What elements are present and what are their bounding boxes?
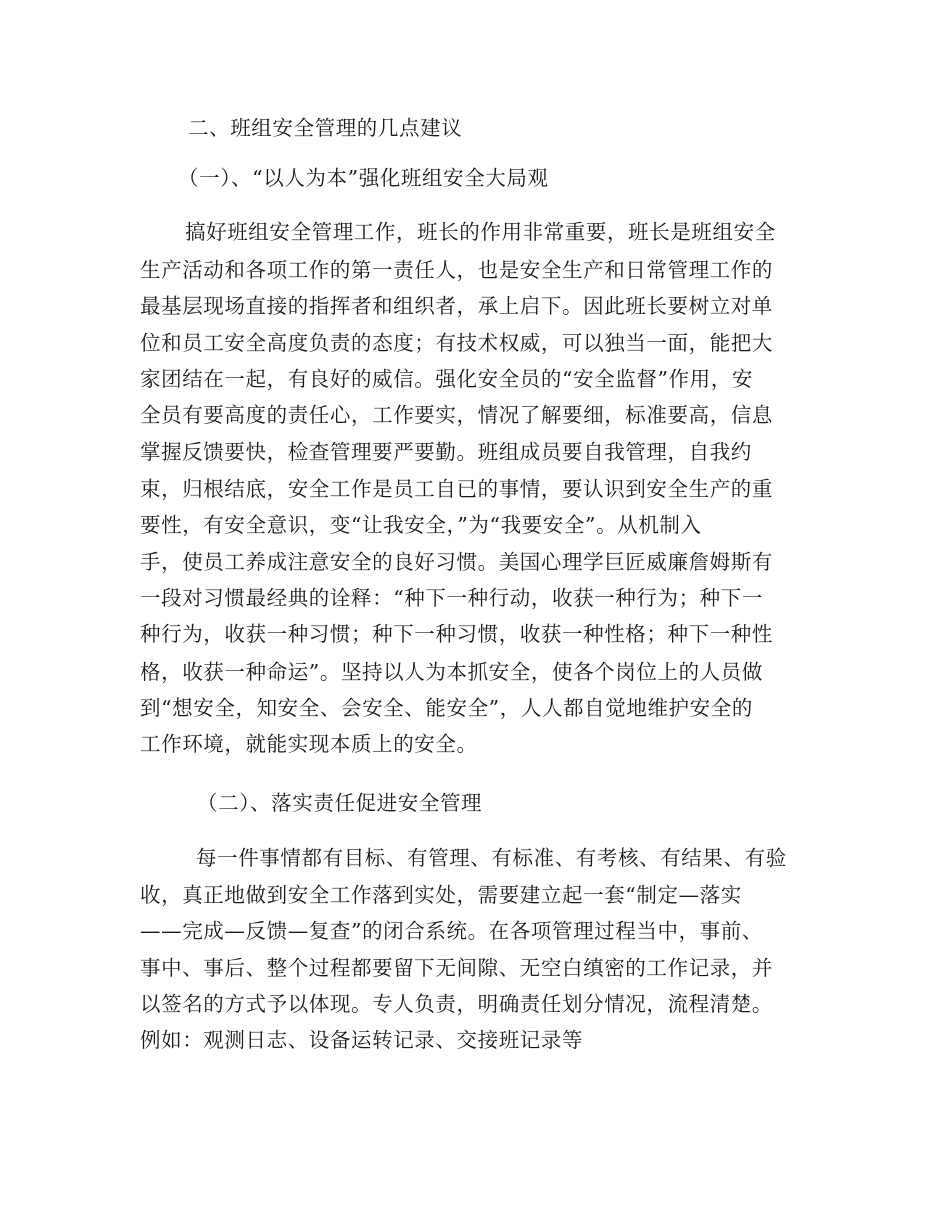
paragraph-line: 位和员工安全高度负责的态度；有技术权威，可以独当一面，能把大 <box>140 331 773 355</box>
paragraph-line: 手，使员工养成注意安全的良好习惯。美国心理学巨匠威廉詹姆斯有 <box>140 550 773 574</box>
paragraph-line: 束，归根结底，安全工作是员工自已的事情，要认识到安全生产的重 <box>140 477 773 501</box>
paragraph-line: 格，收获一种命运”。坚持以人为本抓安全，使各个岗位上的人员做 <box>140 660 763 684</box>
paragraph-line: 生产活动和各项工作的第一责任人，也是安全生产和日常管理工作的 <box>140 258 773 282</box>
paragraph-line: 一段对习惯最经典的诠释：“种下一种行动，收获一种行为；种下一 <box>140 586 763 610</box>
paragraph-line: 全员有要高度的责任心，工作要实，情况了解要细，标准要高，信息 <box>140 403 773 427</box>
paragraph-line: 家团结在一起，有良好的威信。强化安全员的“安全监督”作用，安 <box>140 367 753 391</box>
subsection-heading-2: （二）、落实责任促进安全管理 <box>197 791 483 815</box>
paragraph-line: 种行为，收获一种习惯；种下一种习惯，收获一种性格；种下一种性 <box>140 622 773 646</box>
paragraph-line: 例如：观测日志、设备运转记录、交接班记录等 <box>140 1028 584 1052</box>
section-heading: 二、班组安全管理的几点建议 <box>188 116 463 140</box>
paragraph-line: 以签名的方式予以体现。专人负责，明确责任划分情况，流程清楚。 <box>140 992 773 1016</box>
paragraph-line: 到“想安全，知安全、会安全、能安全”，人人都自觉地维护安全的 <box>140 696 753 720</box>
paragraph-line: 每一件事情都有目标、有管理、有标准、有考核、有结果、有验 <box>196 846 787 870</box>
paragraph-line: 搞好班组安全管理工作，班长的作用非常重要，班长是班组安全 <box>185 220 776 244</box>
paragraph-line: 收，真正地做到安全工作落到实处，需要建立起一套“制定—落实 <box>140 883 742 907</box>
paragraph-line: 最基层现场直接的指挥者和组织者，承上启下。因此班长要树立对单 <box>140 294 773 318</box>
paragraph-line: ——完成—反馈—复查”的闭合系统。在各项管理过程当中，事前、 <box>140 919 763 943</box>
paragraph-line: 掌握反馈要快，检查管理要严要勤。班组成员要自我管理，自我约 <box>140 440 752 464</box>
paragraph-line: 要性，有安全意识，变“让我安全，”为“我要安全”。从机制入 <box>140 513 702 537</box>
paragraph-line: 事中、事后、整个过程都要留下无间隙、无空白缜密的工作记录，并 <box>140 956 773 980</box>
paragraph-line: 工作环境，就能实现本质上的安全。 <box>140 732 478 756</box>
subsection-heading-1: （一）、“以人为本”强化班组安全大局观 <box>178 166 549 190</box>
